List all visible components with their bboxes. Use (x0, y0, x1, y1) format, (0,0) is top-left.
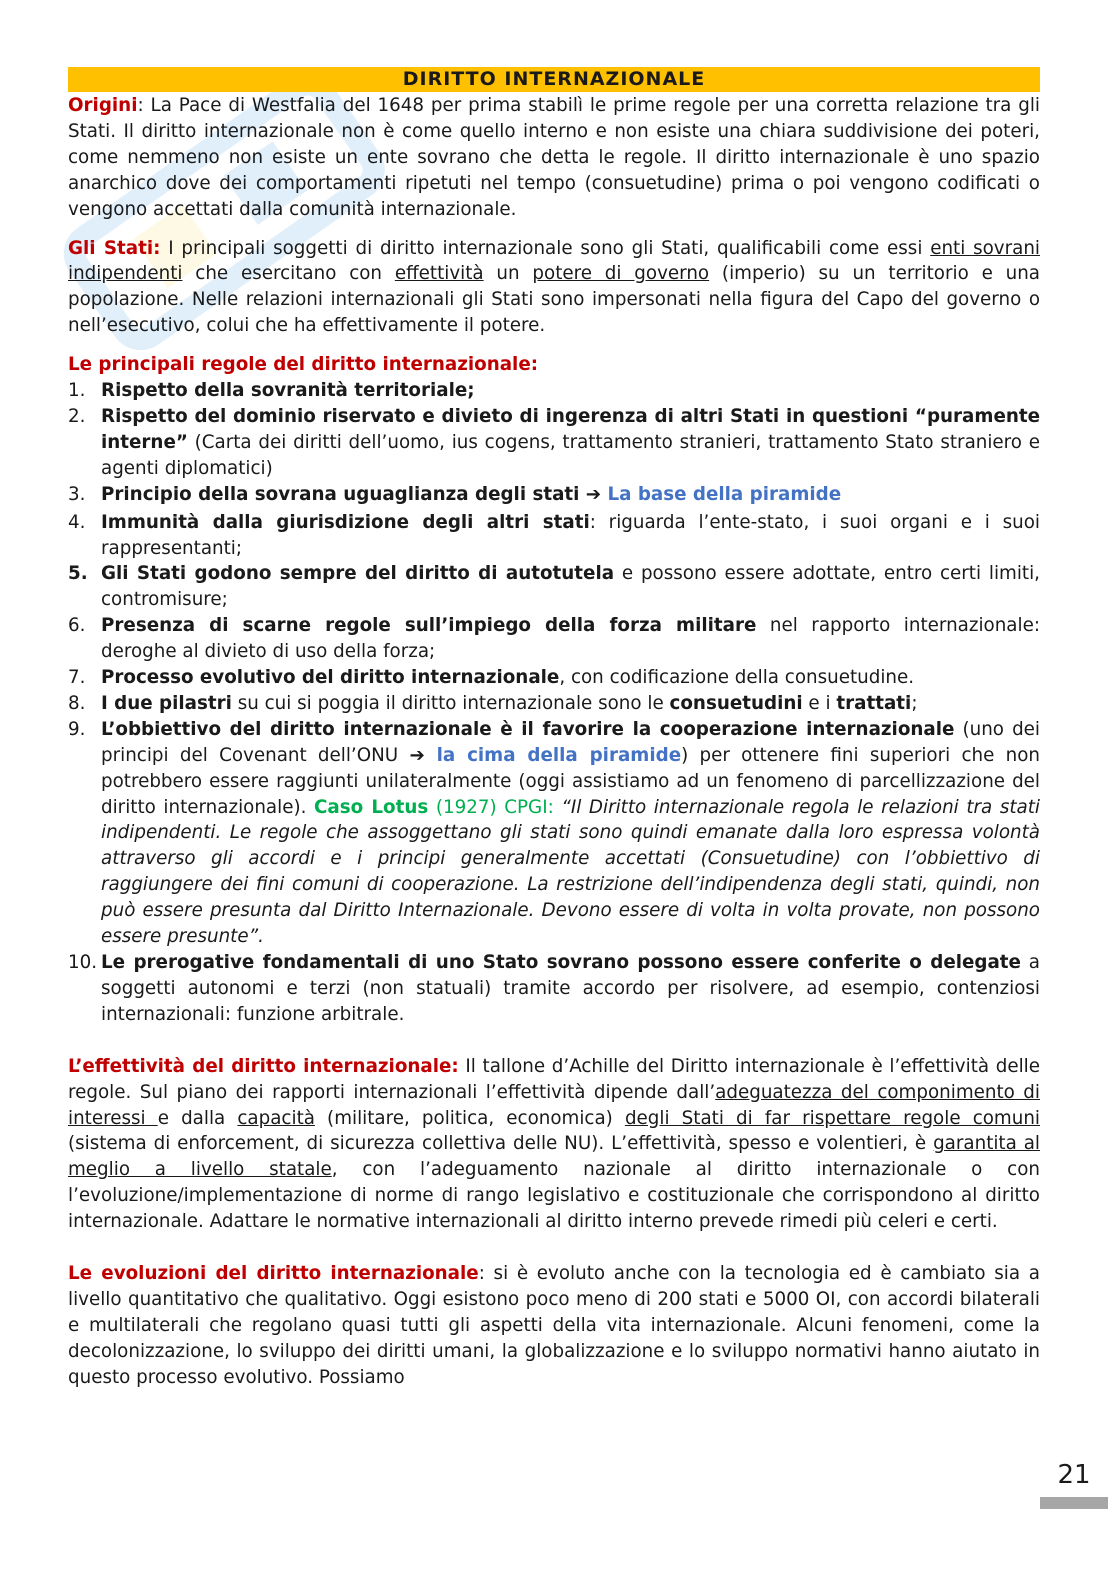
evoluzioni-label: Le evoluzioni del diritto internazionale (68, 1263, 479, 1285)
list-item: 5. Gli Stati godono sempre del diritto di autotutela e possono essere adottate, entro certi limiti, contromisure; (68, 563, 1040, 611)
list-item: 3. Principio della sovrana uguaglianza degli stati ➔ La base della piramide (68, 483, 842, 505)
stati-label: Gli Stati: (68, 237, 161, 259)
document-page (68, 67, 1040, 1391)
list-item: 2. Rispetto del dominio riservato e divieto di ingerenza di altri Stati in questioni “puramente interne” (Carta dei diritti dell’uomo, ius cogens, trattamento stranieri, trattamento Stato straniero e agenti diplomatici) (68, 405, 1040, 479)
list-item: 4. Immunità dalla giurisdizione degli altri stati: riguarda l’ente-stato, i suoi organi e i suoi rappresentanti; (68, 511, 1040, 559)
list-item: 10. Le prerogative fondamentali di uno Stato sovrano possono essere conferite o delegate a soggetti autonomi e terzi (non statuali) tramite accordo per risolvere, ad esempio, contenziosi internazionali: funzione arbitrale. (68, 952, 1040, 1025)
paragraph-effettivita: L’effettività del diritto internazionale: Il tallone d’Achille del Diritto internazionale è l’effettività delle regole. Sul piano dei rapporti internazionali l’effettività dipende dall’adeguatezza del componimento di interessi e dalla capacità (militare, politica, economica) degli Stati di far rispettare regole comuni (sistema di enforcement, di sicurezza collettiva delle NU). L’effettività, spesso e volentieri, è garantita al meglio a livello statale, con l’adeguamento nazionale al diritto internazionale o con l’evoluzione/implementazione di norme di rango legislativo e costituzionale che corrispondono al diritto internazionale. Adattare le normative internazionali al diritto interno prevede rimedi più celeri e certi. (68, 1055, 1041, 1233)
page-title: DIRITTO INTERNAZIONALE (68, 67, 1040, 92)
effettivita-label: L’effettività del diritto internazionale: (68, 1055, 459, 1077)
list-item: 9. L’obbiettivo del diritto internazionale è il favorire la cooperazione internazionale (uno dei principi del Covenant dell’ONU ➔ la cima della piramide) per ottenere fini superiori che non potrebbero essere raggiunti unilateralmente (oggi assistiamo ad un fenomeno di parcellizzazione del diritto internazionale). Caso Lotus (1927) CPGI: “Il Diritto internazionale regola le relazioni tra stati indipendenti. Le regole che assoggettano gli stati sono quindi emanate dalla loro espressa volontà attraverso gli accordi e i principi generalmente accettati (Consuetudine) con l’obbiettivo di raggiungere dei fini comuni di cooperazione. La restrizione dell’indipendenza degli stati, quindi, non può essere presunta dal Diritto Internazionale. Devono essere di volta in volta provate, non possono essere presunte”. (68, 718, 1041, 948)
list-item: 7. Processo evolutivo del diritto internazionale, con codificazione della consuetudine. (68, 667, 915, 689)
page-number: 21 (1057, 1460, 1091, 1490)
list-item: 6. Presenza di scarne regole sull’impiego della forza militare nel rapporto internazionale: deroghe al divieto di uso della forza; (68, 615, 1040, 663)
paragraph-stati: Gli Stati: I principali soggetti di diritto internazionale sono gli Stati, qualificabili come essi enti sovrani indipendenti che esercitano con effettività un potere di governo (imperio) su un territorio e una popolazione. Nelle relazioni internazionali gli Stati sono impersonati nella figura del Capo del governo o nell’esecutivo, colui che ha effettivamente il potere. (68, 237, 1041, 337)
origini-label: Origini (68, 95, 138, 116)
paragraph-origini: Origini: La Pace di Westfalia del 1648 per prima stabilì le prime regole per una corretta relazione tra gli Stati. Il diritto internazionale non è come quello interno e non esiste una chiara suddivisione dei poteri, come nemmeno non esiste un ente sovrano che detta le regole. Il diritto internazionale è uno spazio anarchico dove dei comportamenti ripetuti nel tempo (consuetudine) prima o poi vengono codificati o vengono accettati dalla comunità internazionale. (68, 95, 1040, 220)
regole-list (68, 378, 1040, 1028)
list-item: 8. I due pilastri su cui si poggia il diritto internazionale sono le consuetudini e i trattati; (68, 692, 918, 714)
arrow-icon: ➔ (585, 483, 602, 505)
arrow-icon: ➔ (409, 744, 425, 766)
regole-heading: Le principali regole del diritto internazionale: (68, 354, 539, 376)
list-item: 1. Rispetto della sovranità territoriale; (68, 380, 475, 402)
paragraph-evoluzioni: Le evoluzioni del diritto internazionale: si è evoluto anche con la tecnologia ed è cambiato sia a livello quantitativo che qualitativo. Oggi esistono poco meno di 200 stati e 5000 OI, con accordi bilaterali e multilaterali che regolano quasi tutti gli aspetti della vita internazionale. Alcuni fenomeni, come la decolonizzazione, lo sviluppo dei diritti umani, la globalizzazione e lo sviluppo normativi hanno aiutato in questo processo evolutivo. Possiamo (68, 1263, 1040, 1388)
page-number-bar (1040, 1497, 1108, 1509)
